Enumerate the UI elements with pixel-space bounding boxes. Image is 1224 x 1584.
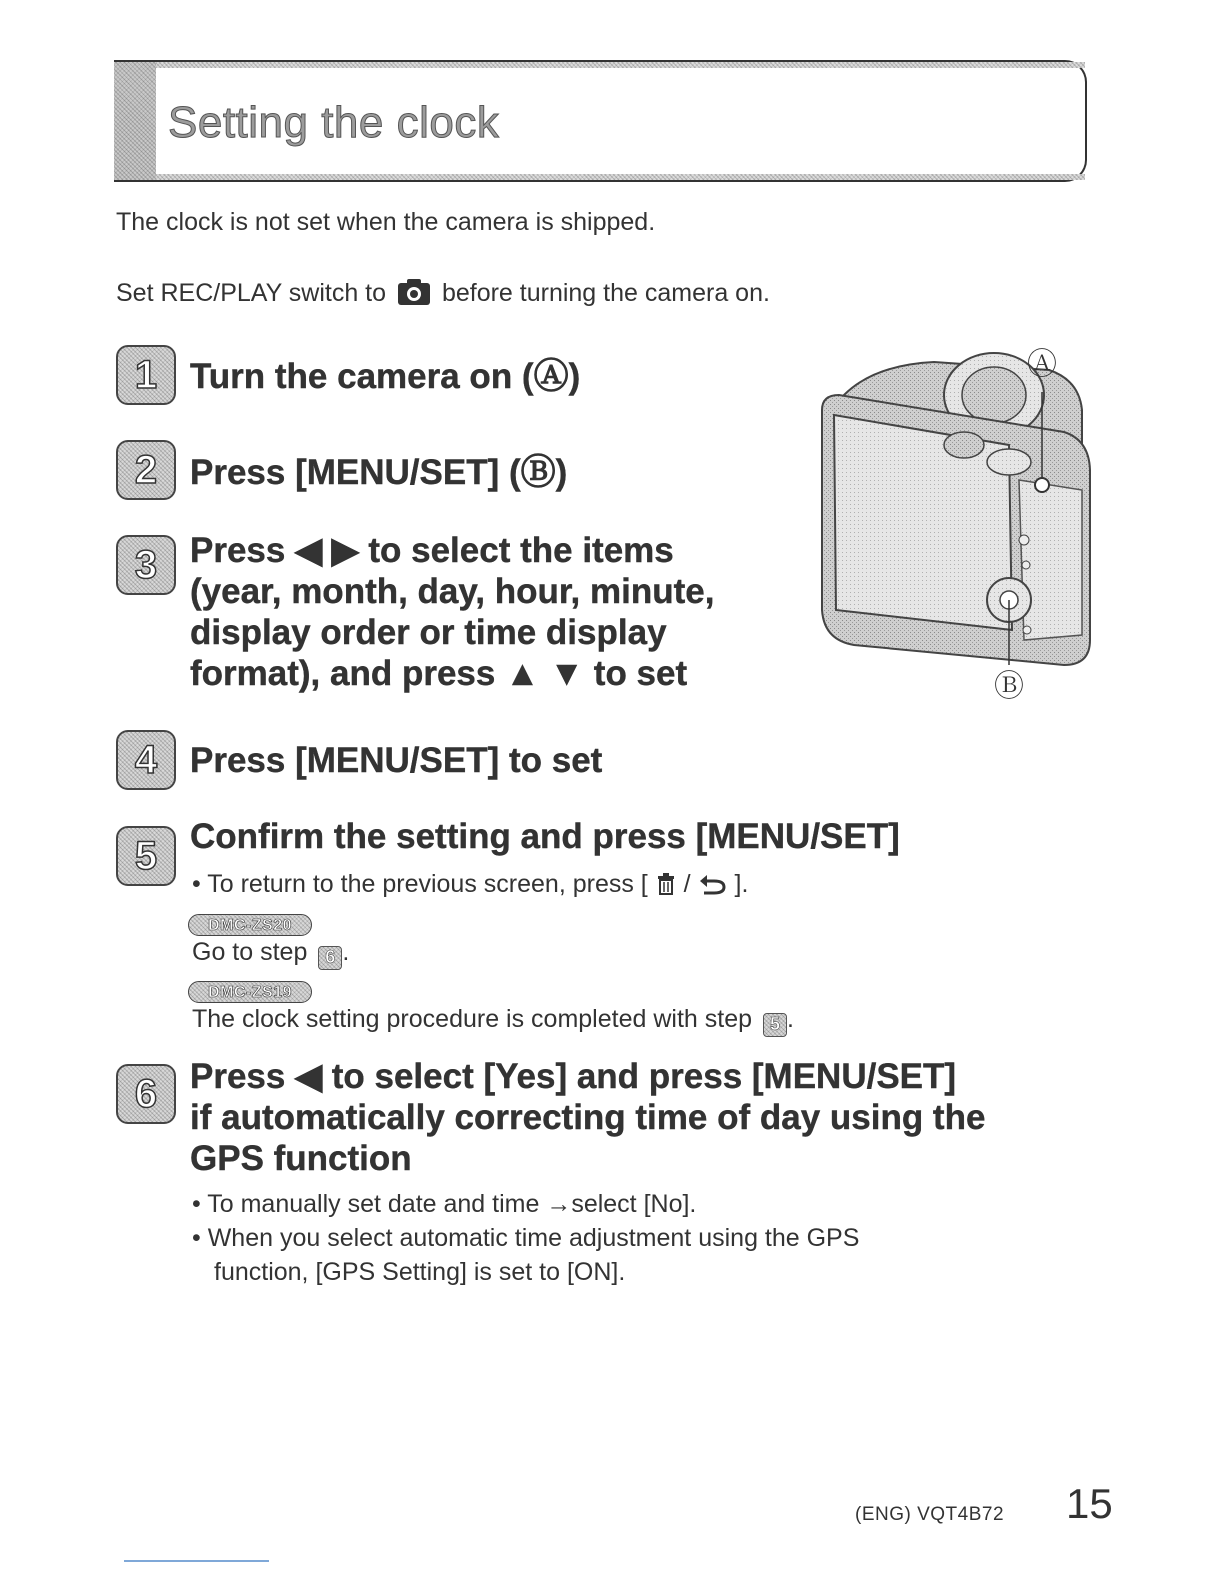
step-3-line-3: display order or time display <box>190 613 667 652</box>
step-5-bullet: • To return to the previous screen, press [ / ]. <box>192 870 749 898</box>
document-code: (ENG) VQT4B72 <box>855 1504 1005 1525</box>
camera-illustration <box>814 340 1104 710</box>
step-5-badge: 5 <box>116 826 176 886</box>
header-accent-bar <box>114 62 156 180</box>
mini-step-6: 6 <box>318 946 342 970</box>
step-6-bullet-1: • To manually set date and time →select [No]. <box>192 1190 697 1218</box>
step-6-line-2: if automatically correcting time of day using the <box>190 1098 986 1137</box>
step-5-title: Confirm the setting and press [MENU/SET] <box>190 817 900 856</box>
return-icon <box>698 873 728 895</box>
intro-line-2-end: before turning the camera on. <box>441 279 770 307</box>
header-stripe-top <box>156 62 1085 68</box>
page-title: Setting the clock <box>168 98 500 147</box>
trash-icon <box>655 873 677 895</box>
model-zs19-note: The clock setting procedure is completed with step 5 . <box>192 1005 794 1037</box>
model-badge-zs19: DMC-ZS19 <box>188 981 312 1003</box>
step-3-line-4: format), and press ▲ ▼ to set <box>190 654 688 693</box>
step-6-badge: 6 <box>116 1064 176 1124</box>
section-header <box>114 60 1087 182</box>
mini-step-5: 5 <box>763 1013 787 1037</box>
header-stripe-bottom <box>156 174 1085 180</box>
model-zs20-note: Go to step 6 . <box>192 938 349 970</box>
step-2-title: Press [MENU/SET] (Ⓑ) <box>190 453 568 492</box>
label-b: Ⓑ <box>994 669 1024 704</box>
step-4-badge: 4 <box>116 730 176 790</box>
step-2-badge: 2 <box>116 440 176 500</box>
step-6-bullet-2-line-2: function, [GPS Setting] is set to [ON]. <box>214 1258 626 1286</box>
page-number: 15 <box>1066 1480 1113 1527</box>
camera-icon <box>397 278 431 306</box>
step-1-badge: 1 <box>116 345 176 405</box>
intro-line-1: The clock is not set when the camera is shipped. <box>116 208 656 236</box>
step-1-title: Turn the camera on (Ⓐ) <box>190 357 581 396</box>
label-a: Ⓐ <box>1027 347 1057 382</box>
step-6-line-3: GPS function <box>190 1139 412 1178</box>
step-6-bullet-2-line-1: • When you select automatic time adjustment using the GPS <box>192 1224 860 1252</box>
step-3-line-2: (year, month, day, hour, minute, <box>190 572 715 611</box>
intro-line-2-start: Set REC/PLAY switch to <box>116 279 387 307</box>
step-6-line-1: Press ◀ to select [Yes] and press [MENU/SET] <box>190 1057 957 1096</box>
intro-line-2 <box>116 278 770 308</box>
step-3-line-1: Press ◀ ▶ to select the items <box>190 531 674 570</box>
footer-rule <box>124 1560 269 1562</box>
step-4-title: Press [MENU/SET] to set <box>190 741 603 780</box>
step-3-badge: 3 <box>116 535 176 595</box>
step-6-title <box>190 1056 985 1179</box>
model-badge-zs20: DMC-ZS20 <box>188 914 312 936</box>
step-3-title <box>190 530 714 694</box>
